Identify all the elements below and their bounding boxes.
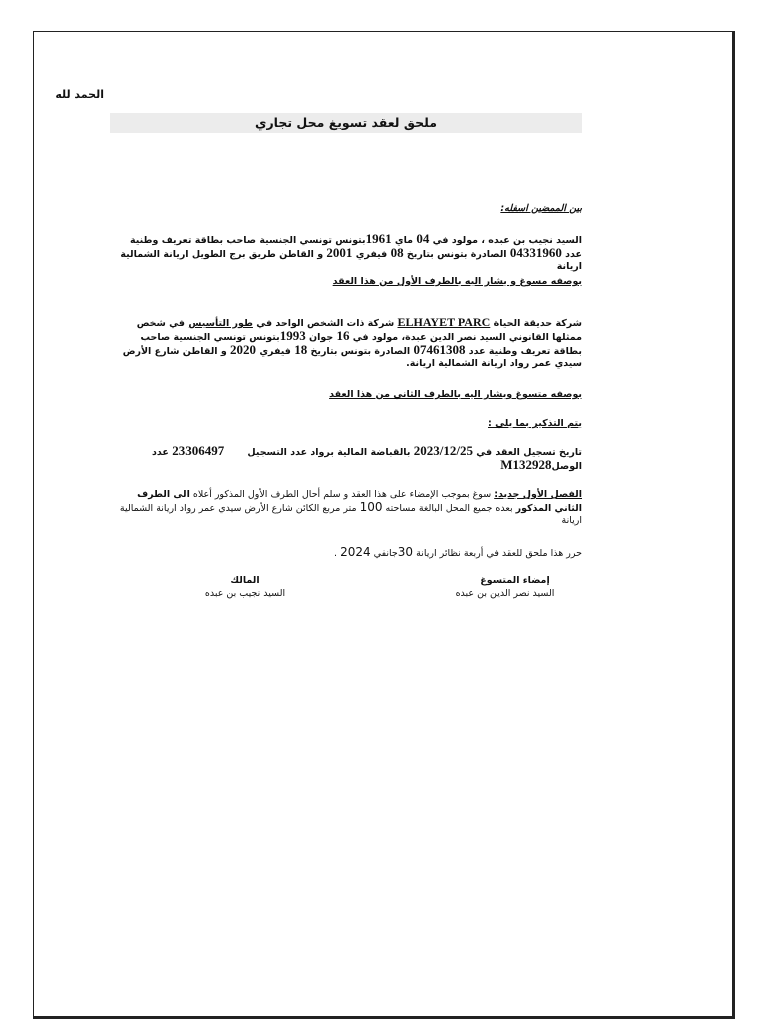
party1-id-year: 2001 (326, 245, 353, 260)
party1-text: فيفري (352, 249, 391, 260)
clause-text: سوغ بموجب الإمضاء على هذا العقد و سلم أحال الطرف الأول المذكور أعلاه (189, 489, 495, 500)
registration-receipt: M132928 (500, 457, 552, 472)
registration-text: بالقباضة المالية برواد عدد التسجيل (244, 447, 414, 458)
document-title: ملحق لعقد تسويغ محل تجاري (255, 115, 437, 130)
party1-text: بتونس تونسي الجنسية صاحب بطاقة تعريف وطنية عدد (130, 235, 582, 260)
party2-id-year: 2020 (230, 342, 257, 357)
party1-birth-year: 1961 (365, 231, 392, 246)
party1-paragraph (110, 233, 582, 273)
party1-birth-day: 04 (416, 231, 430, 246)
party1-text: و القاطن طريق برج الطويل اريانة الشمالية اريانة (120, 249, 582, 272)
party2-company-latin: ELHAYET PARC (397, 315, 491, 329)
party1-role: بوصفه مسوغ و يشار اليه بالطرف الأول من هذا العقد (332, 276, 582, 287)
clause-text: بعده جميع المحل البالغة مساحته (382, 503, 516, 514)
done-at-text: . (334, 548, 341, 559)
party2-text: شركة ذات الشخص الواحد في (252, 318, 398, 329)
registration-text: تاريخ تسجيل العقد في (472, 447, 582, 458)
party2-text: و القاطن شارع الأرض سيدي عمر رواد اريانة الشمالية اريانة. (122, 346, 582, 369)
done-at-year: 2024 (340, 545, 371, 559)
registration-text: عدد الوصل (152, 447, 582, 472)
party2-id-day: 18 (294, 342, 308, 357)
clause-label: الفصل الأول جديد: (494, 489, 582, 500)
party2-stage: طور التأسيس (188, 318, 253, 329)
tenant-name: السيد نصر الدين بن عبده (455, 588, 555, 599)
owner-name: السيد نجيب بن عبده (204, 588, 286, 599)
clause-paragraph (110, 489, 582, 527)
party2-id-number: 07461308 (413, 342, 466, 357)
registration-number: 23306497 (172, 443, 225, 458)
tenant-signature-title: إمضاء المتسوغ (480, 575, 550, 586)
party2-paragraph (110, 316, 582, 370)
done-at-text: حرر هذا ملحق للعقد في أربعة نظائر اريانة (413, 548, 582, 559)
clause-area: 100 (359, 500, 383, 514)
party2-text: بتونس تونسي الجنسية صاحب بطاقة تعريف وطنية عدد (140, 332, 582, 357)
party1-text: الصادرة بتونس بتاريخ (403, 249, 510, 260)
header-basmala: الحمد لله (55, 88, 104, 101)
party2-text: فيفري (256, 346, 295, 357)
party2-role: بوصفه متسوغ ويشار اليه بالطرف الثاني من هذا العقد (329, 389, 582, 400)
party2-text: في شخص ممثلها القانوني السيد نصر الدين عبدة، مولود في (136, 318, 582, 343)
party2-text: جوان (305, 332, 337, 343)
reminder-label: يتم التذكير بما يلي : (488, 418, 582, 429)
party1-id-number: 04331960 (509, 245, 562, 260)
done-at-line (110, 546, 582, 560)
party1-text: ماي (391, 235, 417, 246)
party2-birth-day: 16 (336, 328, 350, 343)
party2-text: الصادرة بتونس بتاريخ (307, 346, 414, 357)
party2-text: شركة حديقة الحياة (490, 318, 582, 329)
done-at-text: جانفي (370, 548, 398, 559)
between-label: بين الممضين اسفله: (500, 203, 582, 214)
party1-text: السيد نجيب بن عبده ، مولود في (429, 235, 582, 246)
party1-id-day: 08 (390, 245, 404, 260)
registration-paragraph (110, 445, 582, 473)
clause-to-party: الى الطرف الثاني المذكور (137, 489, 582, 514)
done-at-day: 30 (397, 545, 414, 559)
registration-date: 2023/12/25 (413, 443, 473, 458)
party2-birth-year: 1993 (279, 328, 306, 343)
clause-text: متر مربع الكائن شارع الأرض سيدي عمر رواد اريانة الشمالية اريانة (119, 503, 582, 526)
owner-signature-title: المالك (230, 575, 260, 586)
